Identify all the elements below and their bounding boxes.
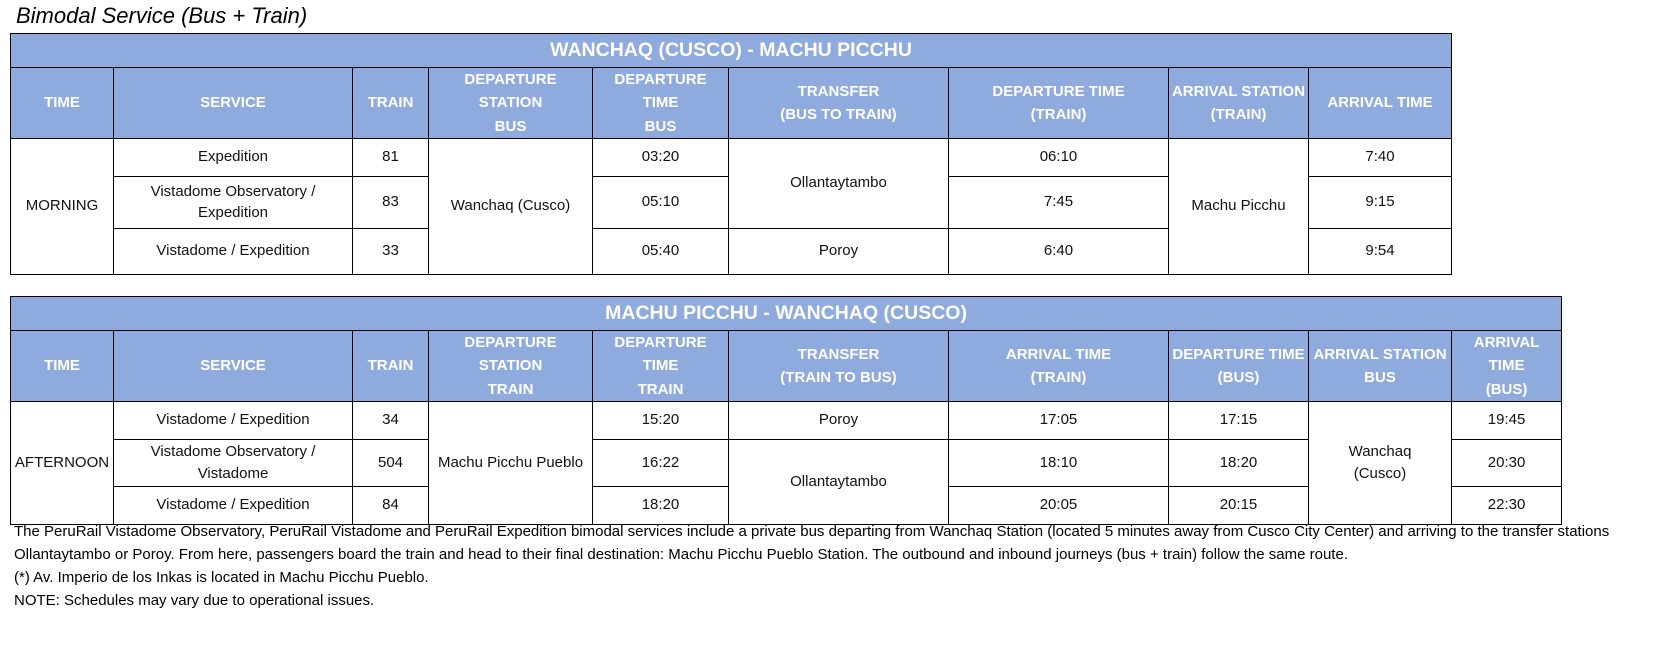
- col-header-time: TIME: [11, 331, 114, 402]
- departure-time-bus-cell: 05:10: [593, 176, 729, 228]
- arrival-station-cell: Wanchaq (Cusco): [1309, 401, 1452, 524]
- arrival-time-cell: 7:40: [1309, 138, 1452, 176]
- train-number-cell: 504: [353, 439, 429, 486]
- departure-time-train-cell: 7:45: [949, 176, 1169, 228]
- table-row: [11, 401, 1562, 439]
- service-cell: Vistadome / Expedition: [114, 401, 353, 439]
- inbound-schedule-table: [10, 296, 1562, 525]
- footnotes: [14, 520, 1639, 612]
- departure-station-cell: Machu Picchu Pueblo: [429, 401, 593, 524]
- service-cell: Expedition: [114, 138, 353, 176]
- time-of-day-cell: MORNING: [11, 138, 114, 274]
- departure-time-train-cell: 06:10: [949, 138, 1169, 176]
- col-header-departure-time-bus: DEPARTURE TIME (BUS): [1169, 331, 1309, 402]
- train-number-cell: 81: [353, 138, 429, 176]
- departure-time-train-cell: 16:22: [593, 439, 729, 486]
- departure-time-bus-cell: 20:15: [1169, 486, 1309, 524]
- arrival-time-train-cell: 17:05: [949, 401, 1169, 439]
- transfer-cell: Ollantaytambo: [729, 439, 949, 524]
- col-header-arrival-station: ARRIVAL STATION (TRAIN): [1169, 68, 1309, 139]
- arrival-time-bus-cell: 19:45: [1452, 401, 1562, 439]
- col-header-train: TRAIN: [353, 331, 429, 402]
- col-header-transfer: TRANSFER (TRAIN TO BUS): [729, 331, 949, 402]
- col-header-departure-time-bus: DEPARTURE TIME BUS: [593, 68, 729, 139]
- transfer-cell: Ollantaytambo: [729, 138, 949, 228]
- transfer-cell: Poroy: [729, 228, 949, 274]
- departure-station-cell: Wanchaq (Cusco): [429, 138, 593, 274]
- location-footnote: (*) Av. Imperio de los Inkas is located in Machu Picchu Pueblo.: [14, 569, 429, 586]
- col-header-departure-station: DEPARTURE STATION TRAIN: [429, 331, 593, 402]
- train-number-cell: 84: [353, 486, 429, 524]
- departure-time-bus-cell: 18:20: [1169, 439, 1309, 486]
- table-row: [11, 138, 1452, 176]
- arrival-time-bus-cell: 22:30: [1452, 486, 1562, 524]
- outbound-table-title: WANCHAQ (CUSCO) - MACHU PICCHU: [11, 34, 1452, 68]
- arrival-time-cell: 9:15: [1309, 176, 1452, 228]
- service-description-note: The PeruRail Vistadome Observatory, PeruRail Vistadome and PeruRail Expedition bimodal services include a private bus departing from Wanchaq Station (located 5 minutes away from Cusco City Center) and arriving to the transfer stations Ollantaytambo or Poroy. From here, passengers board the train and head to their final destination: Machu Picchu Pueblo Station. The outbound and inbound journeys (bus + train) follow the same route.: [14, 523, 1610, 563]
- train-number-cell: 34: [353, 401, 429, 439]
- time-of-day-cell: AFTERNOON: [11, 401, 114, 524]
- train-number-cell: 33: [353, 228, 429, 274]
- departure-time-bus-cell: 05:40: [593, 228, 729, 274]
- departure-time-bus-cell: 17:15: [1169, 401, 1309, 439]
- inbound-table-title: MACHU PICCHU - WANCHAQ (CUSCO): [11, 297, 1562, 331]
- service-cell: Vistadome / Expedition: [114, 228, 353, 274]
- arrival-time-cell: 9:54: [1309, 228, 1452, 274]
- page-title: Bimodal Service (Bus + Train): [16, 3, 308, 28]
- transfer-cell: Poroy: [729, 401, 949, 439]
- departure-time-train-cell: 6:40: [949, 228, 1169, 274]
- col-header-arrival-time: ARRIVAL TIME: [1309, 68, 1452, 139]
- arrival-time-train-cell: 20:05: [949, 486, 1169, 524]
- arrival-time-train-cell: 18:10: [949, 439, 1169, 486]
- service-cell: Vistadome / Expedition: [114, 486, 353, 524]
- departure-time-train-cell: 18:20: [593, 486, 729, 524]
- schedule-disclaimer: NOTE: Schedules may vary due to operational issues.: [14, 592, 375, 609]
- service-cell: Vistadome Observatory / Vistadome: [114, 439, 353, 486]
- col-header-train: TRAIN: [353, 68, 429, 139]
- col-header-arrival-station: ARRIVAL STATION BUS: [1309, 331, 1452, 402]
- col-header-service: SERVICE: [114, 331, 353, 402]
- col-header-departure-time-train: DEPARTURE TIME TRAIN: [593, 331, 729, 402]
- departure-time-train-cell: 15:20: [593, 401, 729, 439]
- outbound-schedule-table: [10, 33, 1452, 275]
- col-header-departure-station: DEPARTURE STATION BUS: [429, 68, 593, 139]
- train-number-cell: 83: [353, 176, 429, 228]
- arrival-station-cell: Machu Picchu: [1169, 138, 1309, 274]
- col-header-arrival-time-bus: ARRIVAL TIME (BUS): [1452, 331, 1562, 402]
- service-cell: Vistadome Observatory / Expedition: [114, 176, 353, 228]
- col-header-time: TIME: [11, 68, 114, 139]
- arrival-time-bus-cell: 20:30: [1452, 439, 1562, 486]
- col-header-transfer: TRANSFER (BUS TO TRAIN): [729, 68, 949, 139]
- departure-time-bus-cell: 03:20: [593, 138, 729, 176]
- col-header-service: SERVICE: [114, 68, 353, 139]
- col-header-arrival-time-train: ARRIVAL TIME (TRAIN): [949, 331, 1169, 402]
- col-header-departure-time-train: DEPARTURE TIME (TRAIN): [949, 68, 1169, 139]
